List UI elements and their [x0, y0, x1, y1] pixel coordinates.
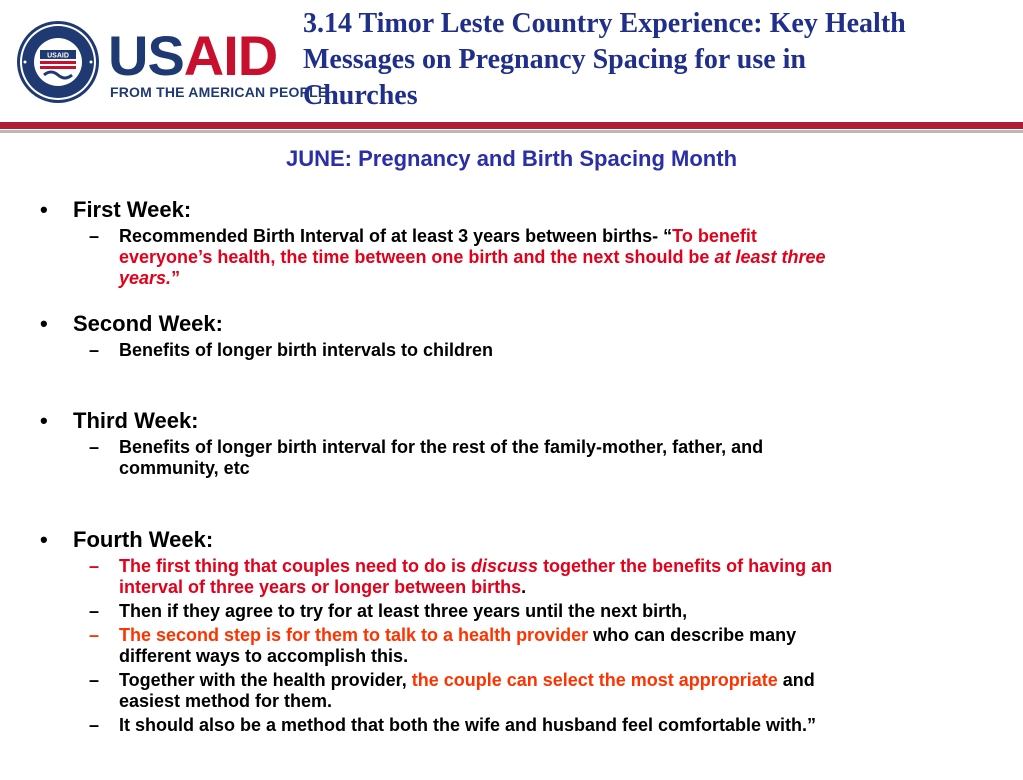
title-line: Churches — [303, 80, 418, 111]
wordmark-us: US — [108, 24, 184, 87]
dash-glyph: – — [89, 556, 100, 576]
dash-glyph: – — [89, 601, 100, 621]
item-text-red-italic: years. — [119, 268, 172, 288]
item-text-red-italic: at least three — [714, 247, 826, 267]
list-item — [40, 437, 1000, 479]
list-item — [40, 340, 1000, 361]
title-line: 3.14 Timor Leste Country Experience: Key Health — [303, 8, 906, 39]
dash-glyph: – — [89, 226, 100, 246]
week-heading-text: First Week: — [73, 197, 192, 222]
item-text: . — [521, 577, 527, 597]
list-item — [40, 226, 1000, 289]
item-text-red-italic: discuss — [471, 556, 539, 576]
item-text: different ways to accomplish this. — [119, 646, 409, 666]
item-text-red: together the benefits of having an — [538, 556, 833, 576]
title-line: Messages on Pregnancy Spacing for use in — [303, 44, 806, 75]
item-text: Recommended Birth Interval of at least 3 years between births- “ — [119, 226, 673, 246]
bullet-glyph: • — [40, 197, 48, 222]
item-text-orange: The second step is for them to talk to a health provider — [119, 625, 589, 645]
week-section-third — [40, 408, 1000, 479]
item-text: who can describe many — [588, 625, 797, 645]
dash-glyph: – — [89, 437, 100, 457]
week-heading-text: Second Week: — [73, 311, 223, 336]
usaid-tagline: FROM THE AMERICAN PEOPLE — [110, 84, 328, 100]
week-heading-text: Fourth Week: — [73, 527, 214, 552]
slide-subtitle: JUNE: Pregnancy and Birth Spacing Month — [285, 146, 738, 171]
list-item — [40, 556, 1000, 598]
item-text-red: everyone’s health, the time between one birth and the next should be — [119, 247, 715, 267]
wordmark-aid: AID — [183, 24, 278, 87]
item-text-red: ” — [171, 268, 181, 288]
item-text: easiest method for them. — [119, 691, 333, 711]
item-text: Then if they agree to try for at least three years until the next birth, — [119, 601, 688, 621]
week-section-second — [40, 311, 1000, 361]
week-section-fourth — [40, 527, 1000, 736]
seal-center-text: USAID — [47, 52, 69, 60]
bullet-glyph: • — [40, 408, 48, 433]
list-item — [40, 670, 1000, 712]
item-text: It should also be a method that both the wife and husband feel comfortable with.” — [119, 715, 817, 735]
week-heading — [40, 527, 1000, 553]
dash-glyph: – — [89, 670, 100, 690]
bullet-glyph: • — [40, 527, 48, 552]
item-text-orange: the couple can select the most appropriate — [411, 670, 778, 690]
item-text: Benefits of longer birth interval for the rest of the family-mother, father, and — [119, 437, 764, 457]
dash-glyph: – — [89, 340, 100, 360]
list-item — [40, 715, 1000, 736]
item-text: and — [777, 670, 815, 690]
item-text: Benefits of longer birth intervals to children — [119, 340, 494, 360]
week-heading — [40, 408, 1000, 434]
week-heading — [40, 197, 1000, 223]
dash-glyph: – — [89, 715, 100, 735]
dash-glyph: – — [89, 625, 100, 645]
item-text: community, etc — [119, 458, 250, 478]
week-section-first — [40, 197, 1000, 289]
bullet-glyph: • — [40, 311, 48, 336]
list-item — [40, 601, 1000, 622]
item-text-red: To benefit — [672, 226, 757, 246]
item-text-red: The first thing that couples need to do is — [119, 556, 472, 576]
week-heading-text: Third Week: — [73, 408, 199, 433]
list-item — [40, 625, 1000, 667]
item-text-red: interval of three years or longer between births — [119, 577, 522, 597]
week-heading — [40, 311, 1000, 337]
item-text: Together with the health provider, — [119, 670, 412, 690]
